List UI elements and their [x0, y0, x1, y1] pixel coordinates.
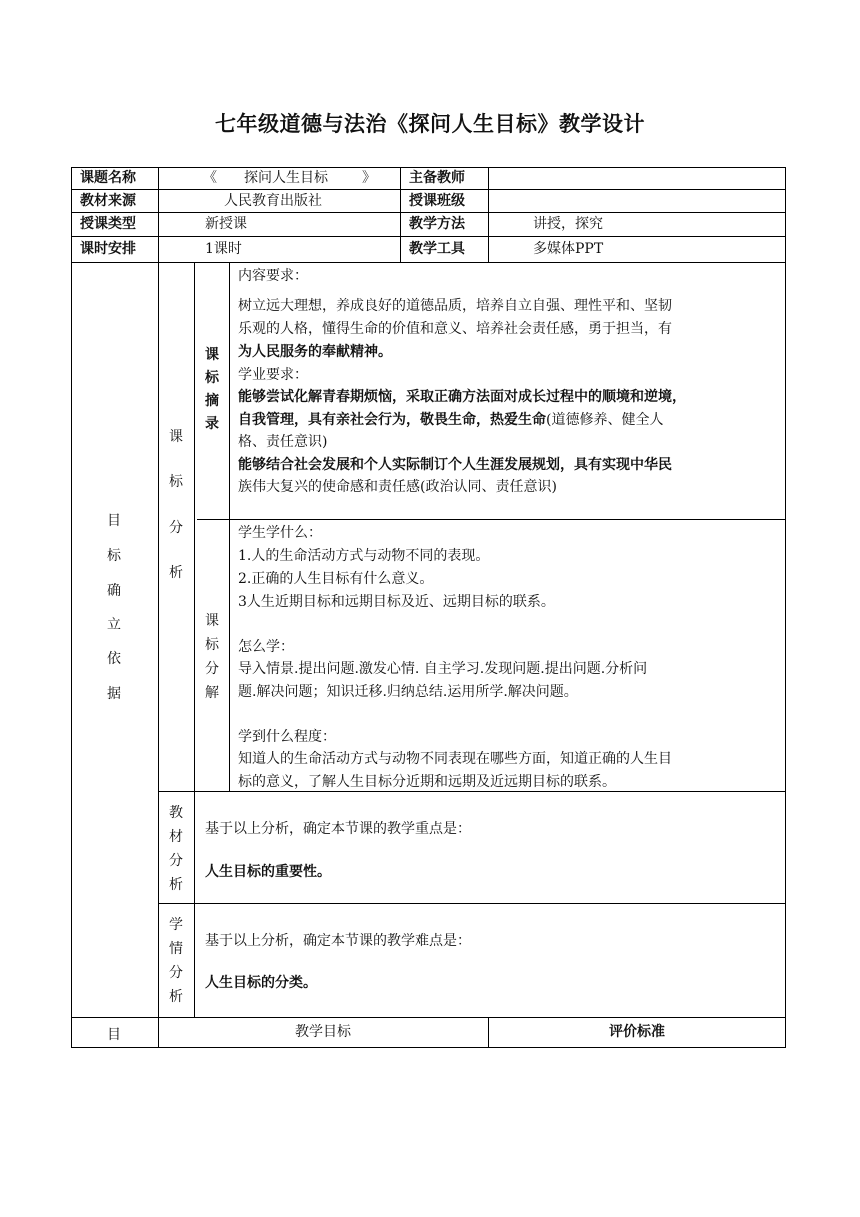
learning-level-heading: 学到什么程度： [238, 729, 336, 745]
difficulty-value: 人生目标的分类。 [205, 975, 317, 991]
academic-requirement-line [238, 409, 663, 432]
textbook-source-value: 人民教育出版社 [224, 193, 322, 209]
learning-level-line: 标的意义，了解人生目标分近期和远期及近远期目标的联系。 [238, 774, 616, 790]
key-point-intro: 基于以上分析，确定本节课的教学重点是： [205, 821, 471, 837]
teaching-method-value: 讲授，探究 [533, 216, 603, 232]
standard-decompose-char: 课 [205, 613, 219, 629]
academic-requirement-bold-part: 自我管理，具有亲社会行为，敬畏生命，热爱生命 [238, 412, 546, 428]
lesson-type-value: 新授课 [205, 216, 247, 232]
standard-decompose-char: 分 [205, 661, 219, 677]
student-analysis-char: 分 [169, 965, 183, 981]
teaching-tools-label: 教学工具 [409, 241, 465, 257]
course-name-label: 课题名称 [80, 170, 136, 186]
teaching-tools-value: 多媒体PPT [533, 241, 604, 257]
standard-excerpt-char: 录 [205, 416, 219, 432]
student-analysis-char: 学 [169, 917, 183, 933]
basis-side-char: 依 [107, 651, 121, 667]
textbook-analysis-char: 分 [169, 853, 183, 869]
standard-decompose-char: 标 [205, 637, 219, 653]
curriculum-analysis-char: 析 [169, 565, 183, 581]
basis-side-char: 确 [107, 583, 121, 599]
how-to-learn-line: 导入情景.提出问题.激发心情. 自主学习.发现问题.提出问题.分析问 [238, 661, 648, 677]
lesson-type-label: 授课类型 [80, 216, 136, 232]
learning-level-line: 知道人的生命活动方式与动物不同表现在哪些方面，知道正确的人生目 [238, 751, 672, 767]
academic-requirement-heading: 学业要求： [238, 367, 308, 383]
key-point-value: 人生目标的重要性。 [205, 864, 331, 880]
what-to-learn-item: 3人生近期目标和远期目标及近、远期目标的联系。 [238, 594, 555, 610]
what-to-learn-item: 1.人的生命活动方式与动物不同的表现。 [238, 548, 490, 564]
curriculum-analysis-char: 标 [169, 474, 183, 490]
content-requirement-line: 为人民服务的奉献精神。 [238, 344, 392, 360]
how-to-learn-heading: 怎么学： [238, 639, 294, 655]
student-analysis-char: 情 [169, 941, 183, 957]
basis-side-char: 据 [107, 686, 121, 702]
academic-requirement-line: 族伟大复兴的使命感和责任感(政治认同、责任意识) [238, 479, 557, 495]
textbook-analysis-char: 析 [169, 877, 183, 893]
academic-requirement-line: 能够尝试化解青春期烦恼，采取正确方法面对成长过程中的顺境和逆境， [238, 389, 686, 405]
academic-requirement-line: 能够结合社会发展和个人实际制订个人生涯发展规划，具有实现中华民 [238, 457, 672, 473]
standard-decompose-char: 解 [205, 685, 219, 701]
curriculum-analysis-char: 分 [169, 520, 183, 536]
how-to-learn-line: 题.解决问题；知识迁移.归纳总结.运用所学.解决问题。 [238, 684, 578, 700]
course-name-value: 探问人生目标 [244, 170, 328, 186]
difficulty-intro: 基于以上分析，确定本节课的教学难点是： [205, 933, 471, 949]
lead-teacher-label: 主备教师 [409, 170, 465, 186]
textbook-analysis-char: 材 [169, 829, 183, 845]
academic-requirement-line: 格、责任意识) [238, 434, 328, 450]
teaching-method-label: 教学方法 [409, 216, 465, 232]
what-to-learn-heading: 学生学什么： [238, 525, 322, 541]
schedule-value: 1课时 [205, 241, 242, 257]
teaching-goal-header: 教学目标 [295, 1024, 351, 1040]
content-requirement-line: 乐观的人格，懂得生命的价值和意义、培养社会责任感，勇于担当，有 [238, 321, 672, 337]
schedule-label: 课时安排 [80, 241, 136, 257]
content-requirement-heading: 内容要求： [238, 268, 308, 284]
goals-side-label: 目 [107, 1027, 121, 1043]
academic-requirement-normal-part: (道德修养、健全人 [546, 412, 664, 428]
class-label: 授课班级 [409, 193, 465, 209]
course-name-close-bracket: 》 [362, 170, 376, 186]
textbook-analysis-char: 教 [169, 805, 183, 821]
curriculum-analysis-char: 课 [169, 429, 183, 445]
evaluation-standard-header: 评价标准 [609, 1024, 665, 1040]
basis-side-char: 标 [107, 548, 121, 564]
textbook-source-label: 教材来源 [80, 193, 136, 209]
basis-side-char: 目 [107, 513, 121, 529]
student-analysis-char: 析 [169, 989, 183, 1005]
course-name-open-bracket: 《 [203, 170, 217, 186]
page-title: 七年级道德与法治《探问人生目标》教学设计 [215, 112, 645, 136]
basis-side-char: 立 [107, 617, 121, 633]
content-requirement-line: 树立远大理想，养成良好的道德品质，培养自立自强、理性平和、坚韧 [238, 298, 672, 314]
what-to-learn-item: 2.正确的人生目标有什么意义。 [238, 571, 434, 587]
standard-excerpt-char: 摘 [205, 393, 219, 409]
standard-excerpt-char: 课 [205, 347, 219, 363]
standard-excerpt-char: 标 [205, 370, 219, 386]
